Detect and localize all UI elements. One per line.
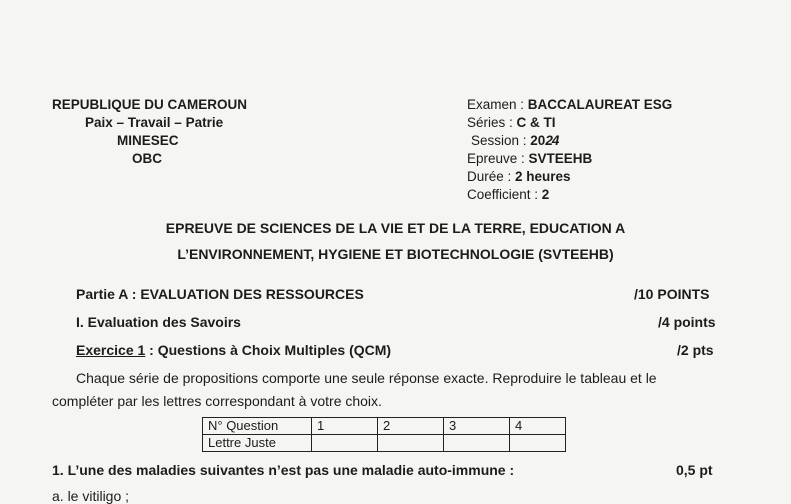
duree-value: 2 heures [515,169,571,184]
exercise-1-points: /2 pts [677,342,714,358]
series-value: C & TI [516,115,556,130]
part-a-points: /10 POINTS [634,286,710,302]
country-name: REPUBLIQUE DU CAMEROUN [52,97,248,112]
instructions-line2: compléter par les lettres correspondant à votre choix. [52,393,382,409]
exam-title-line1: EPREUVE DE SCIENCES DE LA VIE ET DE LA TERRE, EDUCATION A [165,220,626,236]
exercise-1-label: Exercice 1 [76,342,146,358]
series-label: Séries : [467,115,517,130]
exercise-1-title: : Questions à Choix Multiples (QCM) [145,342,392,358]
duree-line [467,168,571,186]
instructions-line1: Chaque série de propositions comporte une seule réponse exacte. Reproduire le tableau et le [76,370,657,386]
table-header-cell: 4 [510,418,566,435]
section-1-points: /4 points [658,314,716,330]
table-header-cell: 2 [378,418,444,435]
section-1-heading: I. Evaluation des Savoirs [76,314,241,330]
answer-cell [444,435,510,452]
session-label: Session : [471,133,531,148]
exam-line [467,96,672,114]
answer-cell [312,435,378,452]
ministry-name: MINESEC [117,133,179,148]
question-1-option-a: a. le vitiligo ; [52,488,130,504]
table-header-cell: 1 [312,418,378,435]
epreuve-value: SVTEEHB [528,151,593,166]
epreuve-label: Epreuve : [467,151,529,166]
table-header-cell: 3 [444,418,510,435]
duree-label: Durée : [467,169,516,184]
exam-label: Examen : [467,97,528,112]
series-line [467,114,556,132]
exam-value: BACCALAUREAT ESG [527,97,673,112]
coefficient-value: 2 [541,187,550,202]
answer-cell [378,435,444,452]
coefficient-label: Coefficient : [467,187,542,202]
answer-cell [510,435,566,452]
part-a-heading: Partie A : EVALUATION DES RESSOURCES [76,286,364,302]
question-1-points: 0,5 pt [676,462,713,478]
national-motto: Paix – Travail – Patrie [85,115,224,130]
exam-title-line2: L’ENVIRONNEMENT, HYGIENE ET BIOTECHNOLOGIE (SVTEEHB) [177,246,614,262]
coefficient-line [467,186,549,204]
table-header-cell: N° Question [203,418,312,435]
epreuve-line [467,150,592,168]
session-line [471,132,558,150]
session-year-handwritten: 24 [545,133,559,148]
table-row-label: Lettre Juste [203,435,312,452]
office-name: OBC [132,151,162,166]
table-row [203,435,566,452]
session-year-printed: 20 [530,133,546,148]
exercise-1-heading [76,342,391,358]
question-1-text: 1. L’une des maladies suivantes n’est pas une maladie auto-immune : [52,462,515,478]
table-row [203,418,566,435]
answer-table [202,417,566,452]
